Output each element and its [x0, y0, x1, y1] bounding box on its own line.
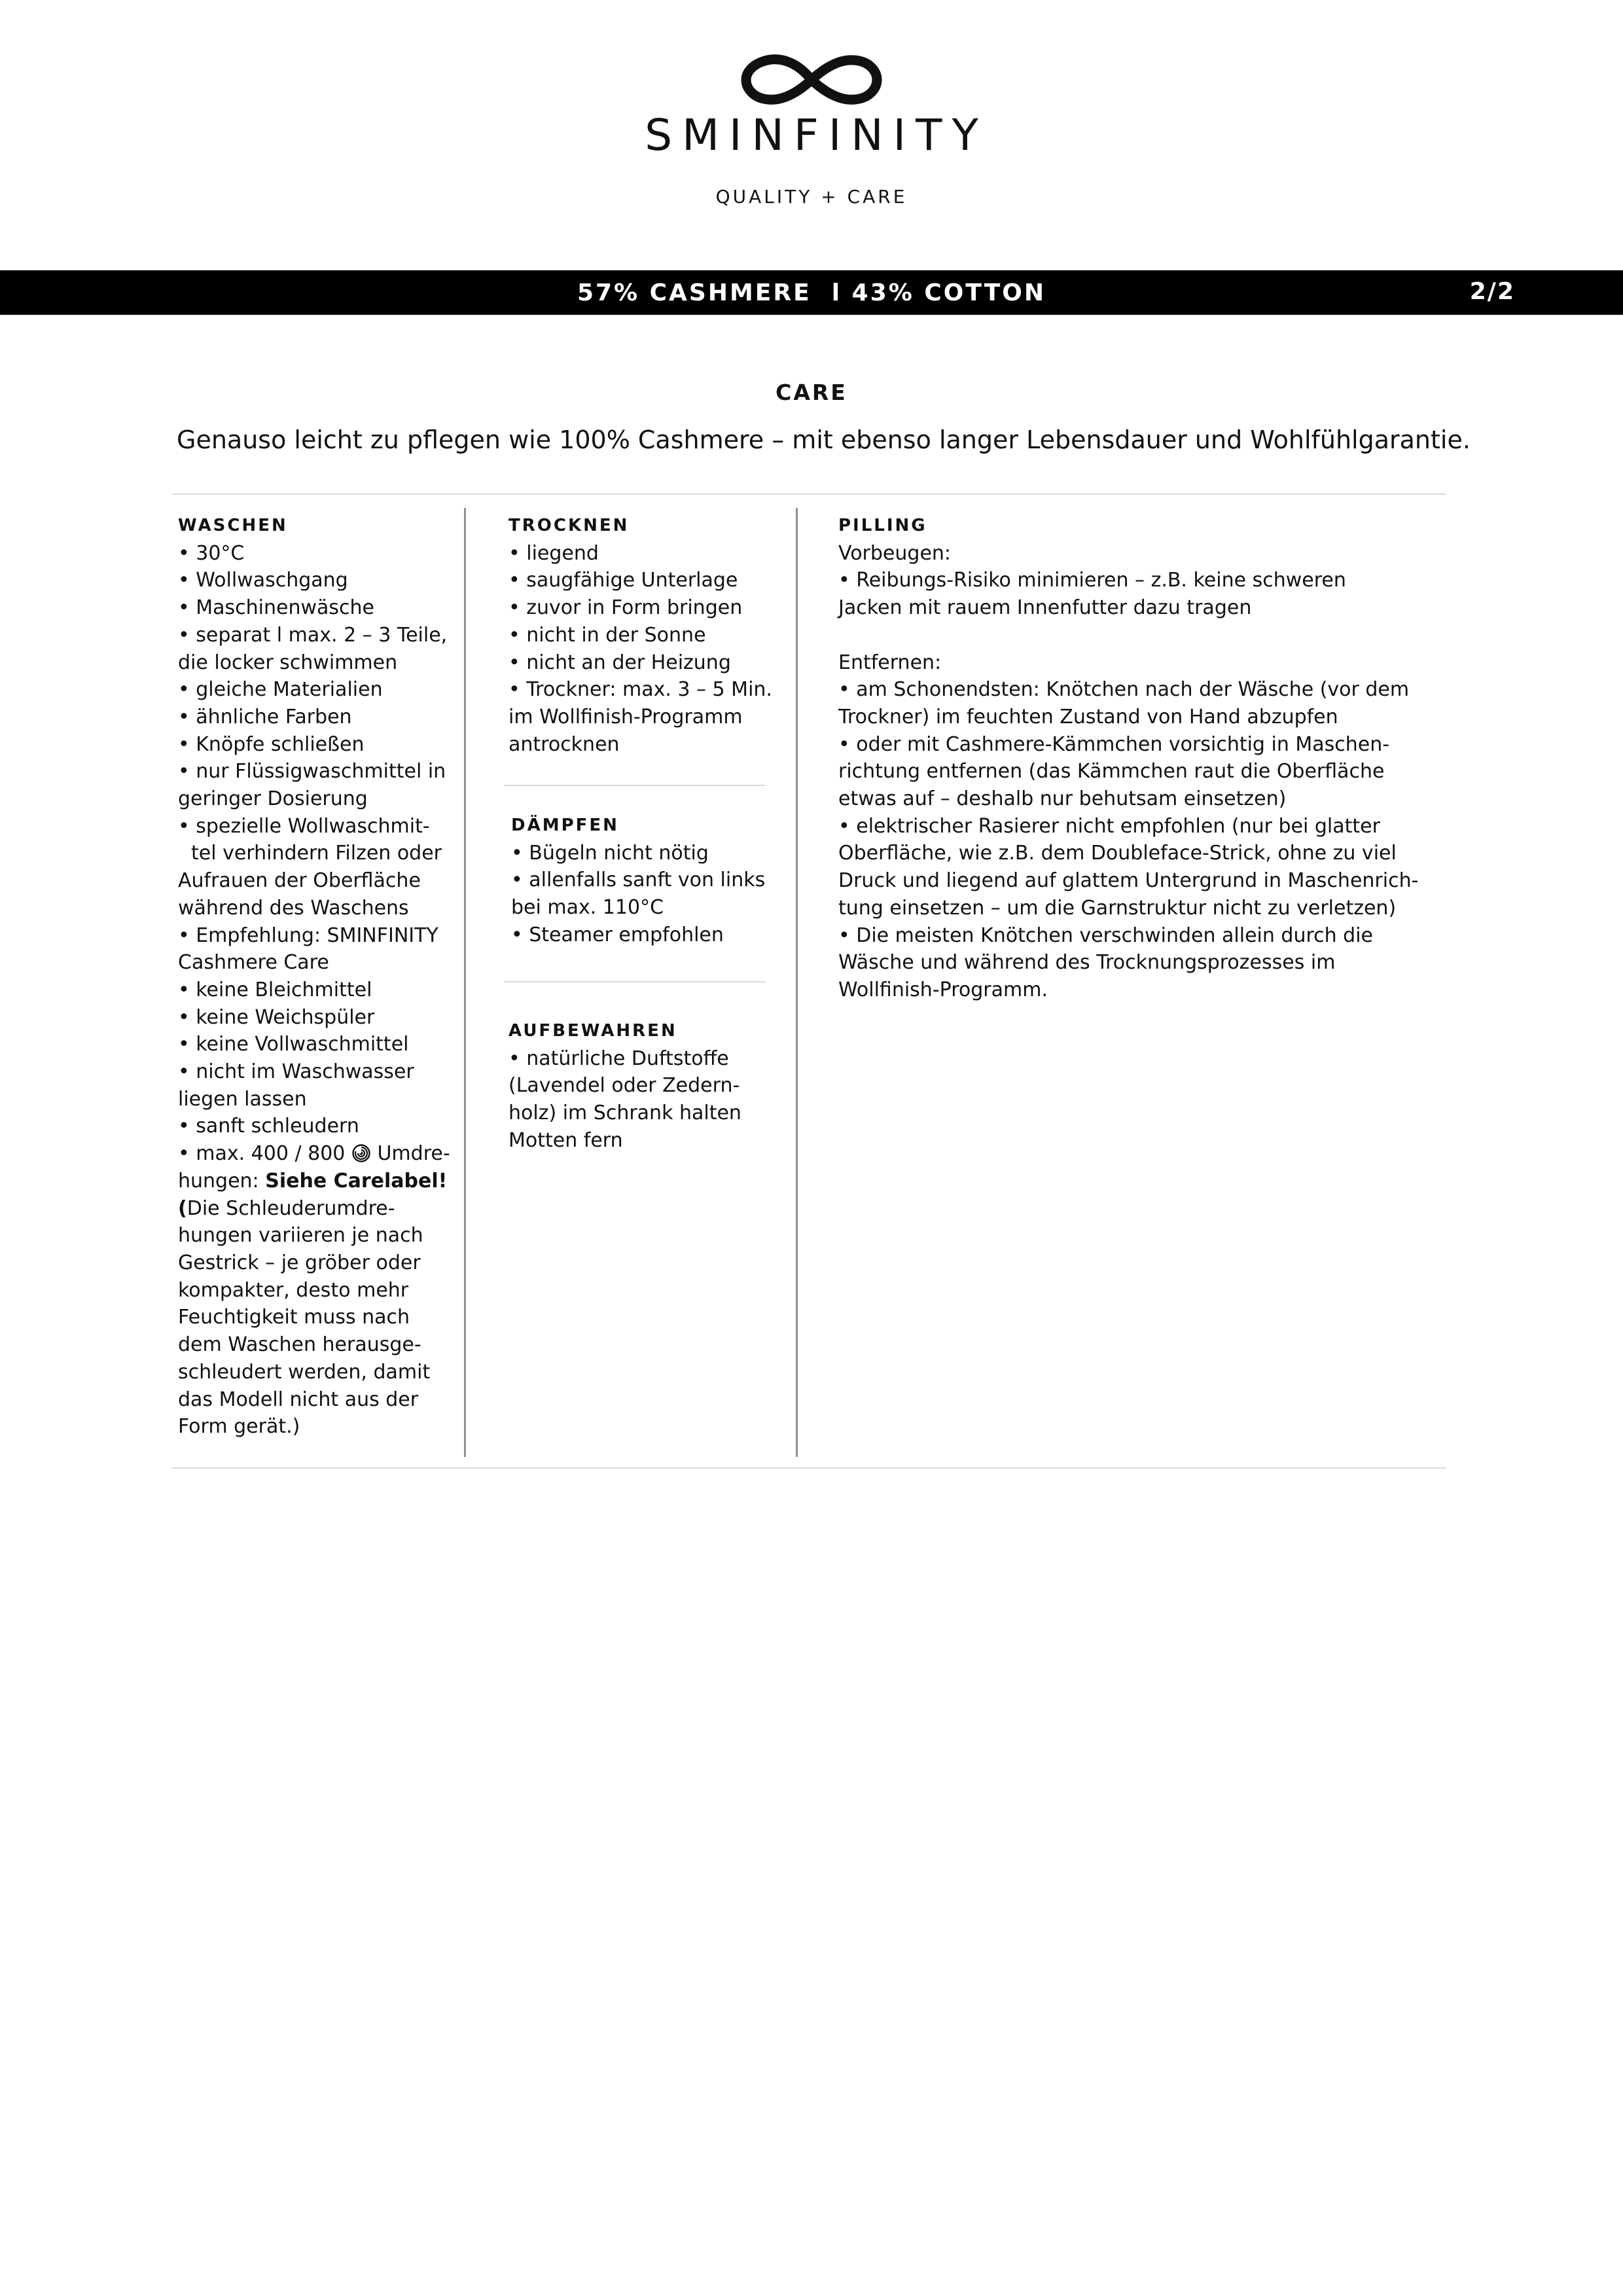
list-item: im Wollfinish-Programm — [508, 705, 743, 728]
care-title: CARE — [776, 380, 847, 405]
list-item: • am Schonendsten: Knötchen nach der Wäsche (vor dem — [838, 678, 1410, 702]
drying-list — [508, 540, 772, 759]
brand-tagline: QUALITY + CARE — [715, 186, 908, 207]
list-item: • Knöpfe schließen — [178, 732, 365, 756]
list-item: • keine Vollwaschmittel — [178, 1033, 409, 1056]
list-item: Form gerät.) — [178, 1415, 300, 1439]
storage-heading: AUFBEWAHREN — [508, 1021, 677, 1041]
list-item: • Trockner: max. 3 – 5 Min. — [508, 678, 772, 702]
washing-heading: WASCHEN — [178, 516, 288, 535]
list-item: richtung entfernen (das Kämmchen raut die Oberfläche — [838, 760, 1385, 783]
list-item: • allenfalls sanft von links — [511, 869, 766, 892]
list-item: Wollfinish-Programm. — [838, 978, 1048, 1001]
list-item: holz) im Schrank halten — [508, 1102, 741, 1125]
spin-speed-item — [178, 1140, 450, 1168]
list-item: kompakter, desto mehr — [178, 1278, 409, 1302]
spin-speed-suffix: Umdre- — [377, 1142, 450, 1166]
spin-speed-text: • max. 400 / 800 — [178, 1142, 346, 1166]
spacer — [838, 622, 1418, 649]
list-item: Jacken mit rauem Innenfutter dazu tragen — [838, 596, 1252, 620]
list-item: • ähnliche Farben — [178, 705, 352, 728]
list-item: (Lavendel oder Zedern- — [508, 1074, 740, 1098]
list-item: • sanft schleudern — [178, 1115, 359, 1138]
list-item: etwas auf – deshalb nur behutsam einsetzen) — [838, 787, 1287, 811]
list-item: • saugfähige Unterlage — [508, 569, 738, 592]
drying-heading: TROCKNEN — [508, 516, 630, 535]
steaming-heading: DÄMPFEN — [511, 816, 619, 835]
list-item: • 30°C — [178, 541, 245, 565]
list-item: • Maschinenwäsche — [178, 596, 374, 620]
list-item: das Modell nicht aus der — [178, 1388, 419, 1411]
top-divider — [171, 493, 1446, 495]
carelabel-label: hungen: — [178, 1169, 259, 1193]
list-item: • nicht in der Sonne — [508, 623, 706, 647]
fabric-composition: 57% CASHMERE l 43% COTTON — [577, 279, 1046, 306]
list-item: die locker schwimmen — [178, 651, 398, 674]
care-intro: Genauso leicht zu pflegen wie 100% Cashmere – mit ebenso langer Lebensdauer und Wohlfühlgarantie. — [177, 425, 1471, 454]
storage-list — [508, 1045, 741, 1155]
list-item: hungen variieren je nach — [178, 1224, 423, 1247]
list-item: Aufrauen der Oberfläche — [178, 869, 421, 893]
carelabel-reference: Siehe Carelabel! — [265, 1169, 448, 1193]
bottom-divider — [171, 1467, 1446, 1469]
list-item: • oder mit Cashmere-Kämmchen vorsichtig in Maschen- — [838, 732, 1390, 756]
list-item: • nur Flüssigwaschmittel in — [178, 760, 446, 783]
pilling-heading: PILLING — [838, 516, 927, 535]
list-item: Gestrick – je gröber oder — [178, 1251, 421, 1274]
note-paren: ( — [178, 1196, 187, 1220]
list-item: Cashmere Care — [178, 951, 329, 975]
list-item: • keine Bleichmittel — [178, 978, 372, 1001]
prevent-label: Vorbeugen: — [838, 541, 952, 565]
list-item: • elektrischer Rasierer nicht empfohlen (nur bei glatter — [838, 814, 1380, 838]
prevent-list — [838, 567, 1418, 621]
list-item: geringer Dosierung — [178, 787, 368, 811]
list-item: tung einsetzen – um die Garnstruktur nicht zu verletzen) — [838, 896, 1397, 920]
list-item: • gleiche Materialien — [178, 678, 383, 702]
note-text: Die Schleuderumdre- — [187, 1196, 395, 1220]
page-number: 2/2 — [1469, 278, 1515, 305]
list-item: • natürliche Duftstoffe — [508, 1047, 729, 1070]
list-item: Oberfläche, wie z.B. dem Doubleface-Strick, ohne zu viel — [838, 842, 1397, 865]
remove-list — [838, 676, 1418, 1003]
column-divider-1 — [464, 508, 466, 1457]
list-item: während des Waschens — [178, 896, 409, 920]
carelabel-note-line — [178, 1168, 450, 1195]
list-item: Feuchtigkeit muss nach — [178, 1306, 410, 1329]
list-item: • Reibungs-Risiko minimieren – z.B. keine schweren — [838, 569, 1346, 592]
remove-label: Entfernen: — [838, 651, 942, 674]
middle-divider-2 — [504, 981, 766, 982]
drying-column — [508, 512, 772, 758]
list-item: liegen lassen — [178, 1087, 307, 1111]
middle-divider-1 — [504, 785, 766, 786]
pilling-column — [838, 512, 1418, 1004]
list-item: • Wollwaschgang — [178, 569, 348, 592]
list-item: Motten fern — [508, 1128, 623, 1152]
list-item: • Empfehlung: SMINFINITY — [178, 924, 438, 947]
list-item: • Die meisten Knötchen verschwinden allein durch die — [838, 924, 1374, 947]
washing-column — [178, 512, 450, 1441]
washing-list — [178, 540, 450, 1441]
list-item: schleudert werden, damit — [178, 1360, 431, 1384]
storage-column — [508, 1018, 741, 1155]
list-item: Trockner) im feuchten Zustand von Hand abzupfen — [838, 705, 1338, 728]
steaming-list — [511, 840, 765, 949]
brand-name: SMINFINITY — [645, 110, 988, 160]
list-item: bei max. 110°C — [511, 896, 664, 920]
list-item: • nicht im Waschwasser — [178, 1060, 414, 1084]
list-item: • Bügeln nicht nötig — [511, 841, 709, 865]
list-item: dem Waschen herausge- — [178, 1333, 421, 1357]
spin-cycle-icon — [351, 1143, 371, 1163]
steaming-column — [511, 812, 765, 949]
list-item: • separat l max. 2 – 3 Teile, — [178, 623, 448, 647]
list-item: • keine Weichspüler — [178, 1005, 375, 1029]
list-item: • spezielle Wollwaschmit- — [178, 814, 430, 838]
list-item: • zuvor in Form bringen — [508, 596, 743, 620]
list-item: antrocknen — [508, 732, 620, 756]
list-item: tel verhindern Filzen oder — [191, 842, 442, 865]
infinity-icon — [740, 47, 883, 113]
composition-bar — [0, 270, 1623, 315]
list-item: • liegend — [508, 541, 599, 565]
column-divider-2 — [796, 508, 798, 1457]
list-item: Wäsche und während des Trocknungsprozesses im — [838, 951, 1336, 975]
list-item: • nicht an der Heizung — [508, 651, 731, 674]
spin-note-first — [178, 1195, 450, 1223]
list-item: Druck und liegend auf glattem Untergrund in Maschenrich- — [838, 869, 1419, 893]
list-item: • Steamer empfohlen — [511, 923, 724, 946]
